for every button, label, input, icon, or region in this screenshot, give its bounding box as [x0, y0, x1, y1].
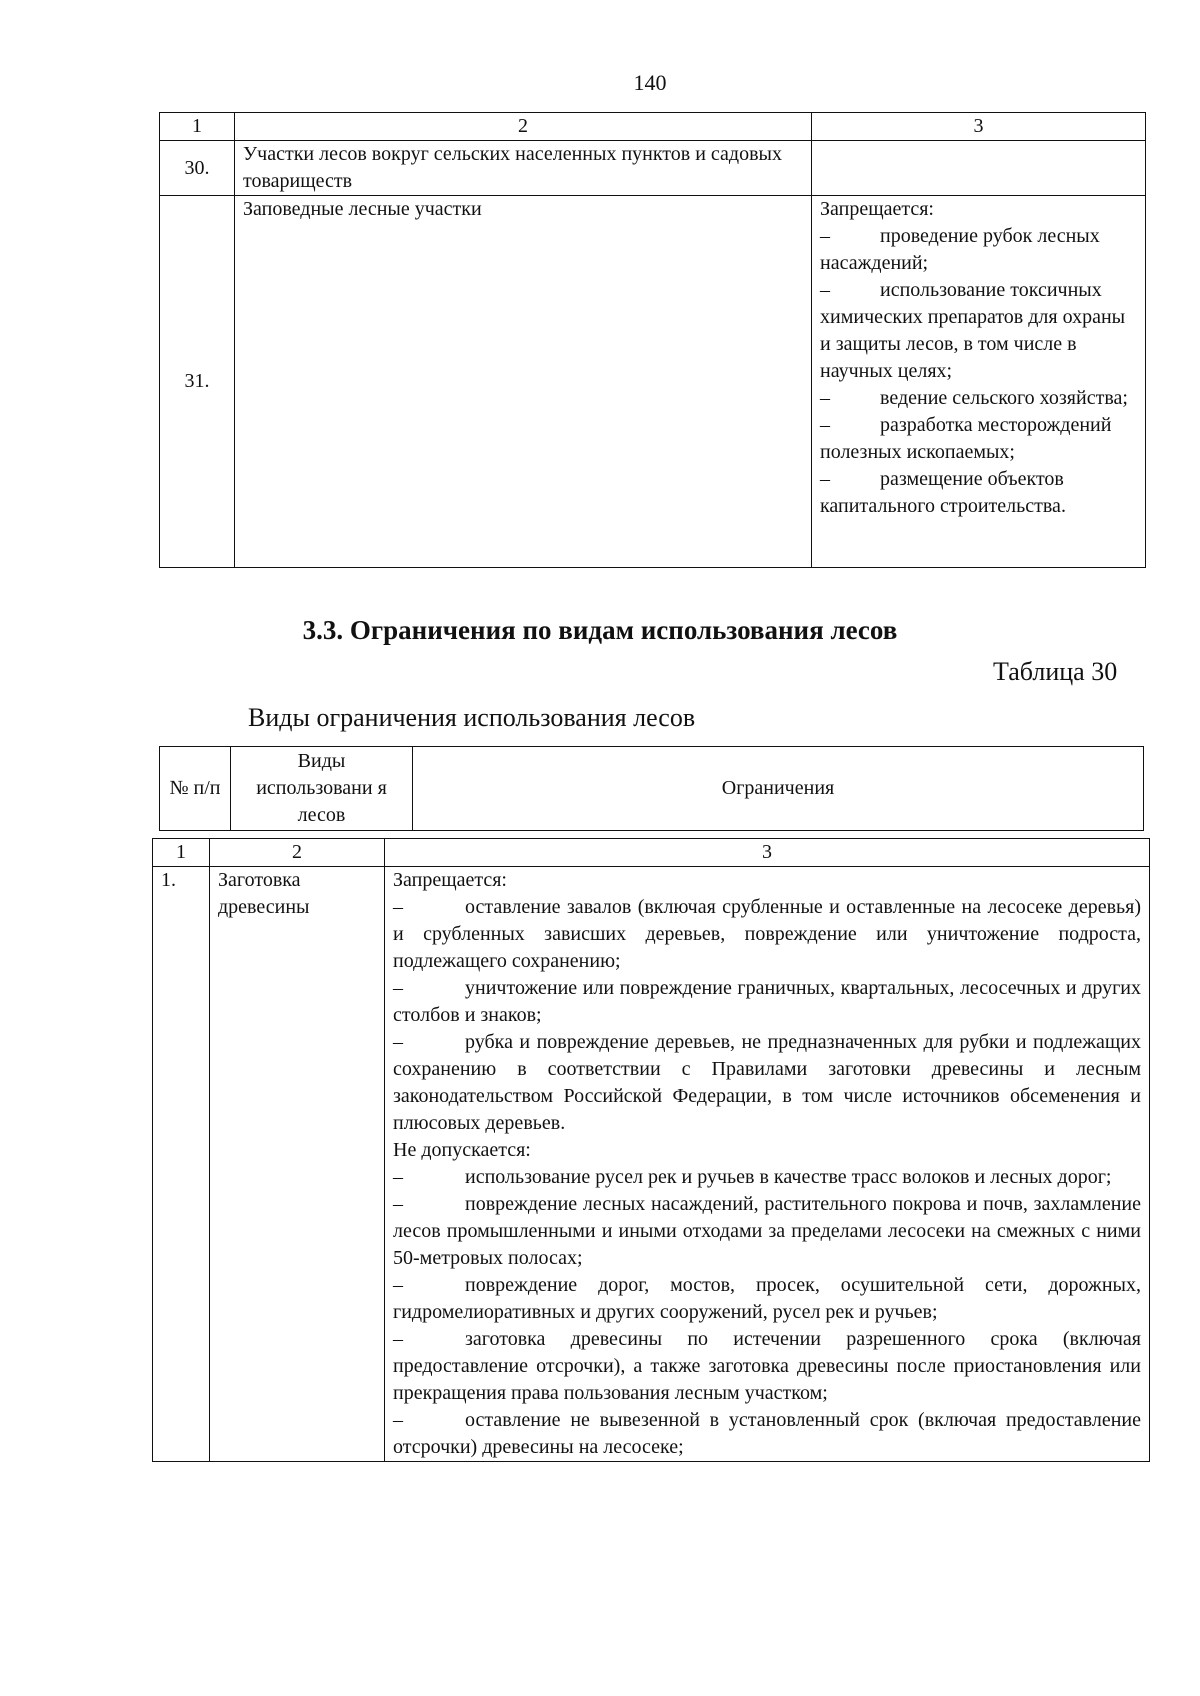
restrictions-intro: Запрещается:	[393, 869, 507, 891]
row-usage-type: Заготовка древесины	[210, 867, 385, 1462]
list-item: – использование русел рек и ручьев в качестве трасс волоков и лесных дорог;	[393, 1166, 1112, 1188]
col-number-3: 3	[385, 839, 1150, 867]
row-number: 1.	[153, 867, 210, 1462]
table-row	[153, 867, 1150, 1462]
list-item: – повреждение дорог, мостов, просек, осушительной сети, дорожных, гидромелиоративных и других сооружений, русел рек и ручьев;	[393, 1274, 1141, 1323]
list-item: – заготовка древесины по истечении разрешенного срока (включая предоставление отсрочки), а также заготовка древесины после приостановления или прекращения права пользования лесным участком;	[393, 1328, 1141, 1404]
table-top	[159, 112, 1146, 568]
header-number: № п/п	[160, 747, 231, 831]
table-row	[160, 196, 1146, 568]
col-number-1: 1	[153, 839, 210, 867]
list-item: – разработка месторождений полезных ископаемых;	[820, 414, 1112, 463]
row-restrictions	[812, 196, 1146, 568]
list-item: – проведение рубок лесных насаждений;	[820, 225, 1100, 274]
list-item: – оставление не вывезенной в установленный срок (включая предоставление отсрочки) древесины на лесосеке;	[393, 1409, 1141, 1458]
header-col-2: 2	[235, 113, 812, 141]
list-item: – рубка и повреждение деревьев, не предназначенных для рубки и подлежащих сохранению в соответствии с Правилами заготовки древесины и лесным законодательством Российской Федерации, в том числе источников обсеменения и плюсовых деревьев.	[393, 1031, 1141, 1134]
list-item: – ведение сельского хозяйства;	[820, 387, 1128, 409]
table-header-row	[160, 113, 1146, 141]
row-number: 31.	[160, 196, 235, 568]
list-item: – повреждение лесных насаждений, растительного покрова и почв, захламление лесов промышленными и иными отходами за пределами лесосеки на смежных с ними 50-метровых полосах;	[393, 1193, 1141, 1269]
table-30	[152, 838, 1150, 1462]
list-item: – уничтожение или повреждение граничных, квартальных, лесосечных и других столбов и знаков;	[393, 977, 1141, 1026]
table-label: Таблица 30	[993, 657, 1118, 686]
list-item: – размещение объектов капитального строительства.	[820, 468, 1066, 517]
col-number-2: 2	[210, 839, 385, 867]
row-number: 30.	[160, 141, 235, 196]
header-restrictions: Ограничения	[413, 747, 1144, 831]
table-header-row	[160, 747, 1144, 831]
restrictions-intro: Запрещается:	[820, 198, 934, 220]
restrictions-intro: Не допускается:	[393, 1139, 531, 1161]
page-number: 140	[633, 70, 667, 95]
list-item: – оставление завалов (включая срубленные и оставленные на лесосеке деревья) и срубленных зависших деревьев, повреждение или уничтожение подроста, подлежащего сохранению;	[393, 896, 1141, 972]
section-title: 3.3. Ограничения по видам использования лесов	[302, 615, 898, 645]
table-row	[160, 141, 1146, 196]
row-restrictions	[812, 141, 1146, 196]
header-col-1: 1	[160, 113, 235, 141]
row-name: Участки лесов вокруг сельских населенных пунктов и садовых товариществ	[235, 141, 812, 196]
list-item: – использование токсичных химических препаратов для охраны и защиты лесов, в том числе в научных целях;	[820, 279, 1126, 382]
table-30-header	[159, 746, 1144, 831]
table-number-row	[153, 839, 1150, 867]
table-title: Виды ограничения использования лесов	[248, 703, 696, 732]
header-usage-type: Виды использовани я лесов	[231, 747, 413, 831]
row-name: Заповедные лесные участки	[235, 196, 812, 568]
header-col-3: 3	[812, 113, 1146, 141]
row-restrictions	[385, 867, 1150, 1462]
